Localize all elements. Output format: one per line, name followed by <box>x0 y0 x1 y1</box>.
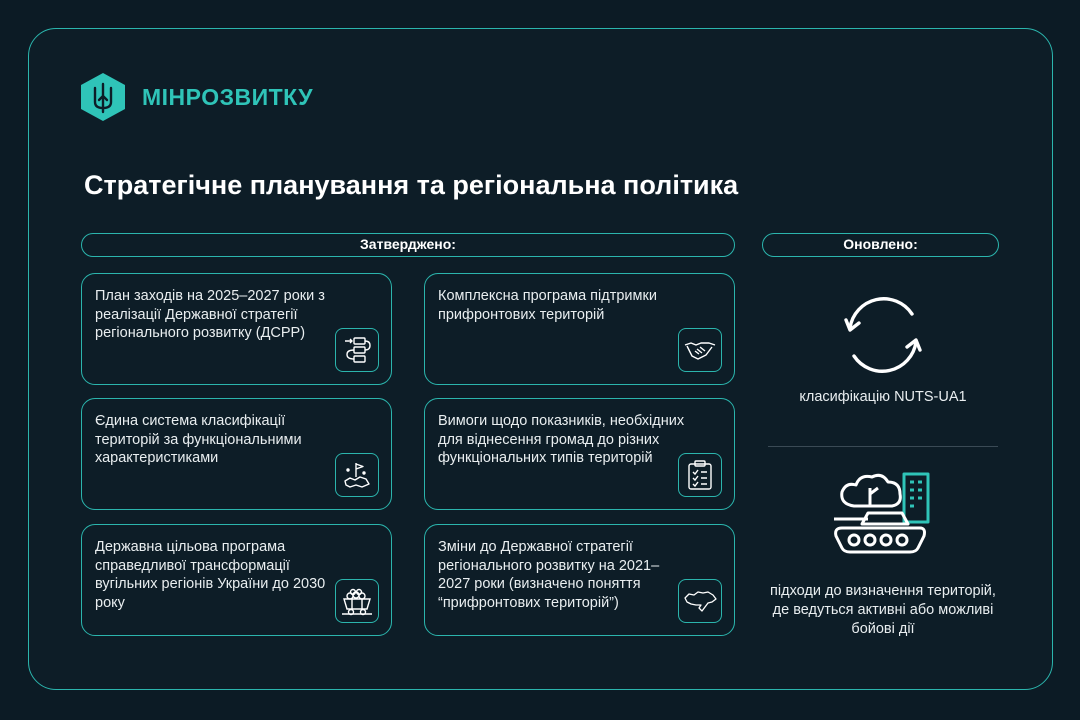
handshake-icon <box>684 337 716 363</box>
approved-card-3 <box>81 398 392 510</box>
updated-item-1: класифікацію NUTS-UA1 <box>799 389 967 405</box>
approved-card-4 <box>424 398 735 510</box>
card-text: План заходів на 2025–2027 роки з реалізації Державної стратегії регіонального розвитку (ДСРР) <box>95 288 325 341</box>
card-icon-frame <box>678 453 722 497</box>
approved-card-1 <box>81 273 392 385</box>
coal-cart-icon <box>341 586 373 616</box>
map-flag-icon <box>342 460 372 490</box>
card-icon-frame <box>335 328 379 372</box>
page-title: Стратегічне планування та регіональна політика <box>84 170 739 200</box>
approved-card-6 <box>424 524 735 636</box>
approved-card-2 <box>424 273 735 385</box>
trident-icon <box>80 72 126 122</box>
card-text: Зміни до Державної стратегії регіонального розвитку на 2021–2027 роки (визначено поняття “прифронтових територій”) <box>438 539 660 611</box>
brand-logo <box>80 72 313 122</box>
card-icon-frame <box>678 579 722 623</box>
card-icon-frame <box>335 579 379 623</box>
card-icon-frame <box>678 328 722 372</box>
refresh-cycle-icon <box>833 285 933 385</box>
flowchart-icon <box>342 335 372 365</box>
brand-name: МІНРОЗВИТКУ <box>142 83 314 110</box>
card-text: Комплексна програма підтримки прифронтових територій <box>438 288 657 323</box>
updated-label: Оновлено: <box>762 233 999 257</box>
ukraine-map-icon <box>683 589 717 613</box>
clipboard-checklist-icon <box>687 460 713 490</box>
approved-label: Затверджено: <box>81 233 735 257</box>
card-icon-frame <box>335 453 379 497</box>
card-text: Державна цільова програма справедливої трансформації вугільних регіонів України до 2030 року <box>95 539 326 611</box>
updated-item-2: підходи до визначення територій, де ведуться активні або можливі бойові дії <box>770 583 996 637</box>
approved-card-5 <box>81 524 392 636</box>
divider <box>768 446 998 447</box>
card-text: Вимоги щодо показників, необхідних для віднесення громад до різних функціональних типів територій <box>438 413 685 466</box>
card-text: Єдина система класифікації територій за функціональними характеристиками <box>95 413 302 466</box>
tank-icon <box>830 468 934 568</box>
